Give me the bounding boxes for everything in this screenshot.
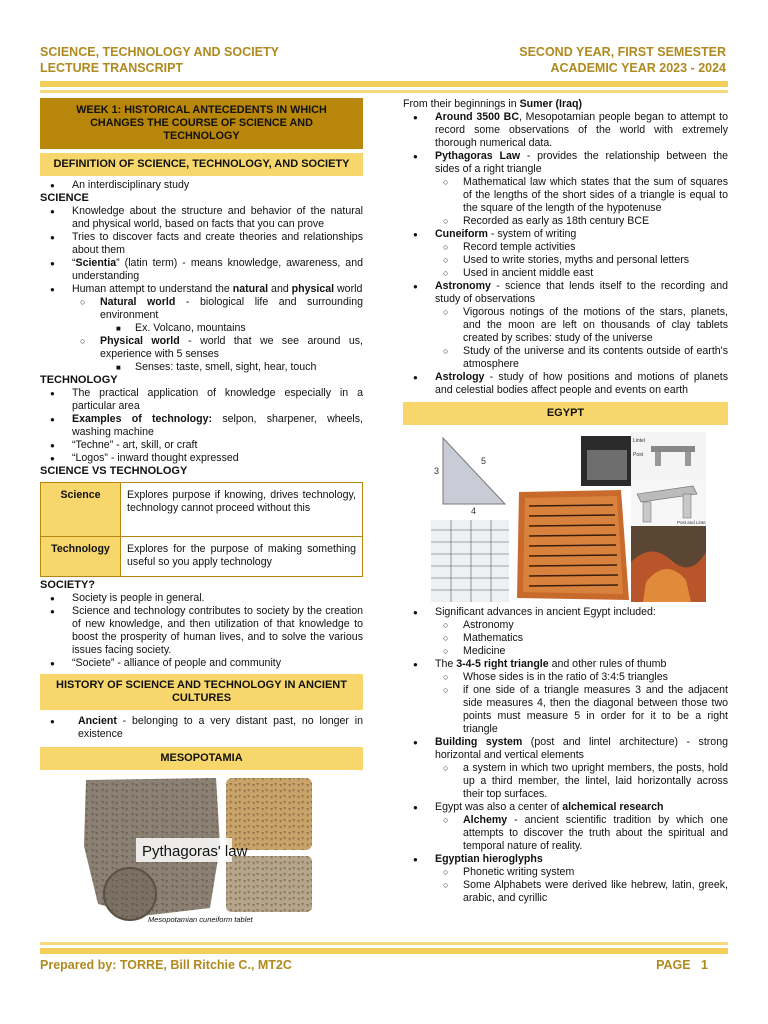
list-item: ● Knowledge about the structure and behavior of the natural and physical world, based on facts that you can prove — [40, 205, 363, 231]
term: Examples of technology: — [72, 413, 213, 425]
text: , Mesopotamian people began to attempt to record some observations of the world with extremely thorough numerical data. — [435, 111, 728, 149]
list-item: ● An interdisciplinary study — [40, 179, 363, 192]
course-title: SCIENCE, TECHNOLOGY AND SOCIETY — [40, 45, 279, 59]
list-item — [403, 658, 728, 671]
term: natural — [232, 283, 269, 295]
week-banner: WEEK 1: HISTORICAL ANTECEDENTS IN WHICH CHANGES THE COURSE OF SCIENCE AND TECHNOLOGY — [40, 98, 363, 149]
history-banner: HISTORY OF SCIENCE AND TECHNOLOGY IN ANCIENT CULTURES — [40, 674, 363, 710]
list-item — [403, 801, 728, 814]
image-label: Pythagoras' law — [142, 843, 248, 860]
image-caption: Mesopotamian cuneiform tablet — [148, 915, 253, 924]
list-item — [403, 736, 728, 762]
list-item — [40, 715, 363, 741]
list-item: ○ Used in ancient middle east — [403, 267, 728, 280]
list-item: ○ Record temple activities — [403, 241, 728, 254]
list-item: ● Tries to discover facts and create theories and relationships about them — [40, 231, 363, 257]
list-item: ● “Techne” - art, skill, or craft — [40, 439, 363, 452]
list-item: ○ Whose sides is in the ratio of 3:4:5 triangles — [403, 671, 728, 684]
list-item — [403, 111, 728, 150]
list-item: ● “Scientia” (latin term) - means knowledge, awareness, and understanding — [40, 257, 363, 283]
cuneiform-tablet-image — [80, 776, 315, 924]
header-right — [519, 44, 726, 76]
text: world — [334, 283, 363, 295]
term: Sumer (Iraq) — [519, 98, 582, 110]
term: Physical world — [100, 335, 180, 347]
table-cell-key: Science — [41, 483, 121, 537]
text: - belonging to a very distant past, no longer in existence — [78, 715, 363, 740]
list-item: ● Society is people in general. — [40, 592, 363, 605]
text: and other rules of thumb — [548, 658, 667, 670]
egypt-collage-image — [431, 432, 706, 602]
term: Building system — [435, 736, 523, 748]
term: Around 3500 BC — [435, 111, 519, 123]
list-item: ● Significant advances in ancient Egypt included: — [403, 606, 728, 619]
text: From their beginnings in — [403, 98, 520, 110]
comparison-table — [40, 482, 363, 577]
text: The — [435, 658, 457, 670]
list-item: ○ Medicine — [403, 645, 728, 658]
list-item: ○ Some Alphabets were derived like hebrew, latin, greek, arabic, and cyrillic — [403, 879, 728, 905]
term: physical — [291, 283, 335, 295]
text: - science that lends itself to the recording and study of observations — [435, 280, 728, 305]
list-item: ● Science and technology contributes to society by the creation of new knowledge, and then utilization of that knowledge to boost the prosperity of human lives, and to solve the various issues facing society. — [40, 605, 363, 657]
term: Egyptian hieroglyphs — [435, 853, 543, 865]
tablet-illustration — [80, 776, 315, 924]
text: Egypt was also a center of — [435, 801, 563, 813]
list-item: ● The practical application of knowledge especially in a particular area — [40, 387, 363, 413]
mesopotamia-banner: MESOPOTAMIA — [40, 747, 363, 770]
list-item — [403, 853, 728, 866]
table-cell-key: Technology — [41, 537, 121, 577]
text: selpon, sharpener, wheels, washing machine — [72, 413, 363, 438]
footer-divider-thin — [40, 942, 728, 945]
left-column — [40, 98, 363, 924]
lintel-label: Lintel — [633, 438, 645, 444]
list-item: ○ Recorded as early as 18th century BCE — [403, 215, 728, 228]
list-item: ○ Astronomy — [403, 619, 728, 632]
term: alchemical research — [562, 801, 664, 813]
term: Astrology — [435, 371, 485, 383]
list-item: ○ Phonetic writing system — [403, 866, 728, 879]
term: Natural world — [100, 296, 176, 308]
text: and — [268, 283, 292, 295]
text: - world that we see around us, experience with 5 senses — [100, 335, 364, 360]
definition-banner: DEFINITION OF SCIENCE, TECHNOLOGY, AND SOCIETY — [40, 153, 363, 176]
sumer-intro — [403, 98, 728, 111]
list-item — [40, 335, 363, 361]
table-row — [41, 537, 363, 577]
header-left — [40, 44, 279, 76]
prepared-by: Prepared by: TORRE, Bill Ritchie C., MT2C — [40, 958, 292, 972]
society-heading: SOCIETY? — [40, 579, 96, 591]
list-item: ● “Logos” - inward thought expressed — [40, 452, 363, 465]
egypt-illustration — [431, 432, 706, 602]
list-item: ● “Societe” - alliance of people and community — [40, 657, 363, 670]
term: Pythagoras Law — [435, 150, 521, 162]
list-item — [40, 296, 363, 322]
list-item: ○ Mathematics — [403, 632, 728, 645]
list-item — [40, 283, 363, 296]
academic-year: ACADEMIC YEAR 2023 - 2024 — [550, 61, 726, 75]
term: Astronomy — [435, 280, 491, 292]
list-item — [40, 413, 363, 439]
term: Scientia — [75, 257, 117, 269]
table-row — [41, 483, 363, 537]
triangle-side-3: 3 — [434, 466, 440, 476]
technology-heading: TECHNOLOGY — [40, 374, 118, 386]
text: Human attempt to understand the — [72, 283, 233, 295]
list-item: ○ Used to write stories, myths and personal letters — [403, 254, 728, 267]
list-item: ○ a system in which two upright members, the posts, hold up a third member, the lintel, laid horizontally across their top surfaces. — [403, 762, 728, 801]
triangle-side-5: 5 — [481, 456, 487, 466]
science-heading: SCIENCE — [40, 192, 89, 204]
list-item: ■ Ex. Volcano, mountains — [40, 322, 363, 335]
text: - system of writing — [487, 228, 577, 240]
page-number: PAGE 1 — [656, 958, 708, 972]
text: - ancient scientific tradition by which one attempts to discover the truth about the spiritual and temporal nature of reality. — [463, 814, 728, 852]
header-divider-thin — [40, 90, 728, 93]
post-label: Post — [633, 452, 644, 458]
term: Cuneiform — [435, 228, 488, 240]
list-item — [403, 280, 728, 306]
list-item: ○ Study of the universe and its contents outside of earth's atmosphere — [403, 345, 728, 371]
list-item — [403, 150, 728, 176]
text: - study of how positions and motions of planets and celestial bodies affect people and events on earth — [435, 371, 728, 396]
list-item — [403, 371, 728, 397]
list-item — [403, 814, 728, 853]
list-item: ■ Senses: taste, smell, sight, hear, touch — [40, 361, 363, 374]
post-and-lintel-label: Post and Lintel — [677, 520, 706, 525]
list-item: ○ if one side of a triangle measures 3 and the adjacent side measures 4, then the diagonal between those two points must measure 5 in order for it to be a right triangle — [403, 684, 728, 736]
doc-type: LECTURE TRANSCRIPT — [40, 61, 184, 75]
triangle-side-4: 4 — [471, 506, 477, 516]
text: - provides the relationship between the sides of a right triangle — [435, 150, 728, 175]
right-column — [403, 98, 728, 905]
text: (latin term) - means knowledge, awareness, and understanding — [72, 257, 363, 282]
egypt-banner: EGYPT — [403, 402, 728, 425]
term: 3-4-5 right triangle — [456, 658, 549, 670]
science-vs-technology-heading: SCIENCE VS TECHNOLOGY — [40, 465, 188, 477]
term: Ancient — [78, 715, 117, 727]
table-cell-value: Explores purpose if knowing, drives technology, technology cannot proceed without this — [121, 483, 363, 537]
year-level: SECOND YEAR, FIRST SEMESTER — [519, 45, 726, 59]
text: - biological life and surrounding environment — [100, 296, 363, 321]
term: Alchemy — [463, 814, 508, 826]
list-item: ○ Vigorous notings of the motions of the stars, planets, and the moon are left on thousands of clay tablets created by scribes: study of the universe — [403, 306, 728, 345]
list-item: ○ Mathematical law which states that the sum of squares of the lengths of the short sides of a triangle is equal to the square of the length of the hypotenuse — [403, 176, 728, 215]
header-divider — [40, 81, 728, 87]
text: (post and lintel architecture) - strong horizontal and vertical elements — [435, 736, 728, 761]
footer-divider — [40, 948, 728, 954]
table-cell-value: Explores for the purpose of making something useful so you apply technology — [121, 537, 363, 577]
list-item — [403, 228, 728, 241]
